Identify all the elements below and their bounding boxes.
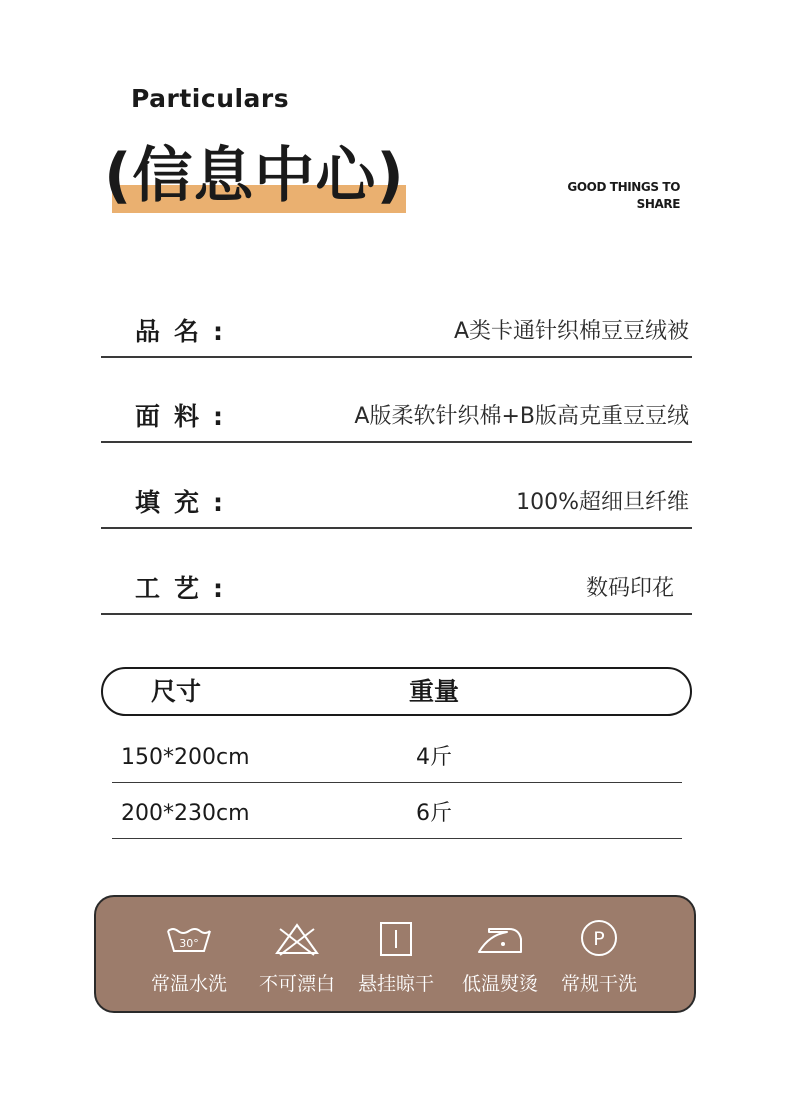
- info-row-name: [101, 314, 692, 358]
- care-item-wash: [139, 897, 239, 1015]
- info-label: 品名: [135, 317, 214, 346]
- size-header-size: 尺寸: [151, 677, 202, 706]
- low-iron-icon: [475, 919, 525, 959]
- care-label: 悬挂晾干: [357, 973, 434, 995]
- tagline-line-1: GOOD THINGS TO: [567, 180, 680, 194]
- info-label: 填充: [135, 488, 214, 517]
- info-label: 面料: [135, 402, 214, 431]
- dry-clean-p-icon: [574, 919, 624, 959]
- info-row-craft: [101, 571, 692, 615]
- size-cell: 150*200cm: [121, 745, 250, 770]
- tagline-line-2: SHARE: [636, 197, 680, 211]
- title-cn: (信息中心): [104, 141, 405, 211]
- title-en: Particulars: [131, 84, 290, 113]
- info-value: A版柔软针织棉+B版高克重豆豆绒: [354, 404, 689, 429]
- care-item-no-bleach: [247, 897, 347, 1015]
- wash-temp-label: 30°: [179, 937, 199, 950]
- weight-cell: 4斤: [416, 745, 452, 770]
- care-label: 常规干洗: [560, 973, 637, 995]
- size-cell: 200*230cm: [121, 801, 250, 826]
- info-colon: :: [213, 574, 223, 603]
- care-instructions-panel: [94, 895, 696, 1013]
- info-colon: :: [213, 317, 223, 346]
- title-cn-block: [104, 140, 408, 218]
- size-table-header: [101, 667, 692, 716]
- care-item-dry-clean: [549, 897, 649, 1015]
- size-header-weight: 重量: [409, 677, 460, 706]
- info-colon: :: [213, 488, 223, 517]
- info-label: 工艺: [135, 574, 214, 603]
- table-row: [112, 789, 682, 839]
- weight-cell: 6斤: [416, 801, 452, 826]
- care-label: 不可漂白: [258, 973, 335, 995]
- tagline: [567, 179, 680, 213]
- info-value: 100%超细旦纤维: [516, 490, 689, 515]
- care-label: 低温熨烫: [461, 973, 538, 995]
- dry-clean-letter: P: [593, 928, 605, 950]
- info-value: 数码印花: [585, 576, 674, 601]
- wash-30-icon: [164, 919, 214, 959]
- care-label: 常温水洗: [150, 973, 227, 995]
- no-bleach-icon: [272, 919, 322, 959]
- info-row-filling: [101, 485, 692, 529]
- hang-dry-icon: [371, 919, 421, 959]
- table-row: [112, 733, 682, 783]
- info-row-fabric: [101, 399, 692, 443]
- care-item-iron: [450, 897, 550, 1015]
- info-value: A类卡通针织棉豆豆绒被: [453, 319, 689, 344]
- care-item-hang-dry: [346, 897, 446, 1015]
- info-colon: :: [213, 402, 223, 431]
